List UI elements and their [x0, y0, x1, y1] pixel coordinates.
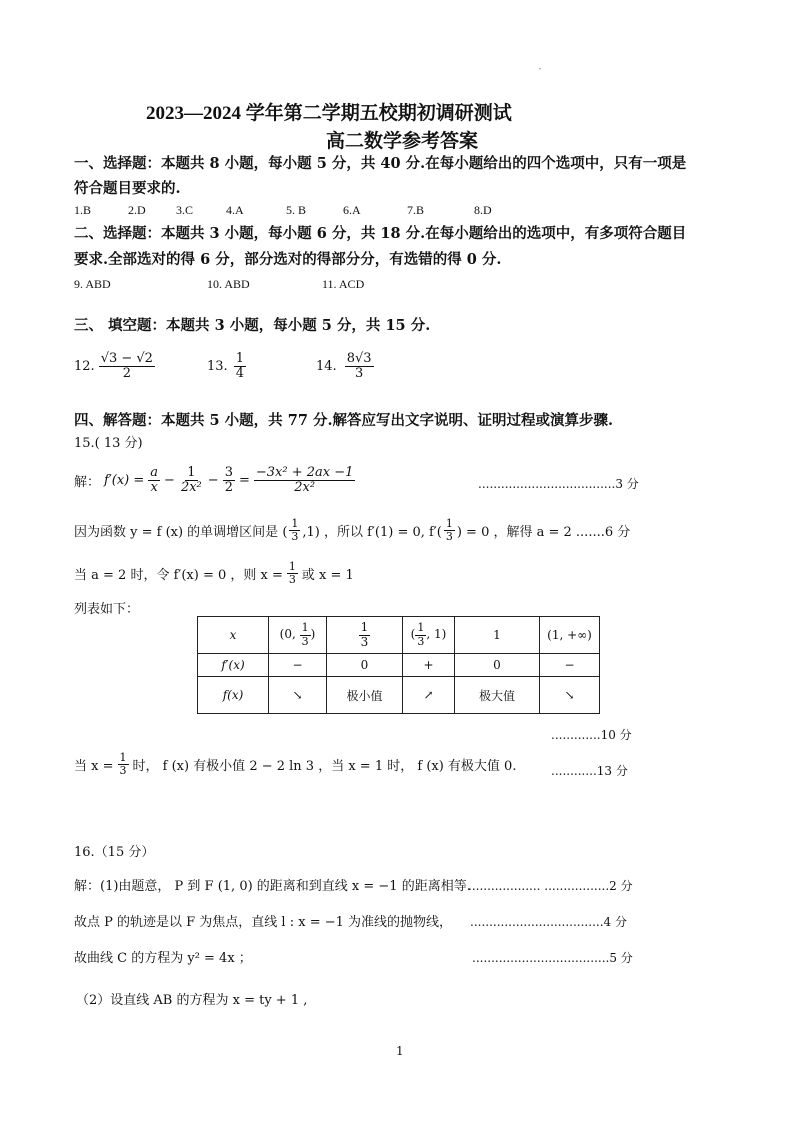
table-cell: −: [540, 654, 600, 677]
q15-interval-text3: ) = 0 ，解得 a = 2 .......6 分: [456, 525, 631, 541]
answer-7: 7.B: [407, 203, 425, 217]
answer-3: 3.C: [176, 203, 194, 217]
section3-heading: 三、 填空题：本题共 3 小题，每小题 5 分，共 15 分.: [74, 317, 431, 334]
q16-score-5: ....................................5 分: [472, 951, 633, 965]
section2-heading-cont: 要求.全部选对的得 6 分，部分选对的得部分分，有选错的得 0 分.: [74, 251, 502, 268]
header-mark: ·: [538, 62, 542, 76]
page-number: 1: [396, 1044, 404, 1058]
section1-heading-cont: 符合题目要求的.: [74, 180, 181, 197]
table-row: [198, 654, 600, 677]
q15-roots-line: 当 a = 2 时，令 f′(x) = 0 ，则 x = $\frac{1}{3}$ 或 x = 1: [74, 560, 354, 587]
answer-14-numerator: 8√3: [346, 351, 372, 366]
table-cell: x: [198, 617, 269, 654]
table-cell: ↘: [269, 677, 327, 714]
answer-13: [207, 352, 246, 382]
answer-14: [316, 352, 374, 382]
table-cell: f(x): [198, 677, 269, 714]
table-cell: (0, $\frac{1}{3}$ ): [269, 617, 327, 654]
table-cell: f′(x): [198, 654, 269, 677]
answer-10: 10. ABD: [207, 277, 250, 291]
q15-heading: 15.( 13 分): [74, 436, 143, 451]
q16-heading: 16.（15 分）: [74, 845, 155, 860]
q16-line3: 故曲线 C 的方程为 y² = 4x ；: [74, 951, 252, 966]
variation-table: [197, 616, 600, 714]
answer-6: 6.A: [343, 203, 361, 217]
q15-roots-text1: 当 a = 2 时，令 f′(x) = 0 ，则 x =: [74, 568, 283, 584]
table-cell: ↘: [540, 677, 600, 714]
q15-score-10: .............10 分: [551, 728, 632, 742]
q15-interval-text1: 因为函数 y = f (x) 的单调增区间是 (: [74, 525, 288, 541]
q15-result-den: 2x²: [294, 480, 316, 496]
answer-12-label: 12.: [74, 359, 95, 375]
q15-derivative-line: 解： f′(x) = $\frac{a}{x}$ − $\frac{1}{\text{2x²}}$ − $\frac{3}{2}$ = $\frac{\text{−3x² + 2ax −1}}{\text{2x²}}$: [74, 465, 354, 496]
answer-13-label: 13.: [207, 359, 228, 375]
section1-heading: 一、选择题：本题共 8 小题，每小题 5 分，共 40 分.在每小题给出的四个选项中，只有一项是: [74, 155, 687, 172]
table-cell: (1, +∞): [540, 617, 600, 654]
answer-12-denominator: 2: [122, 366, 131, 382]
table-cell: 极小值: [327, 677, 403, 714]
answer-1: 1.B: [74, 203, 92, 217]
q15-score-3: ....................................3 分: [478, 477, 639, 491]
page-subtitle: 高二数学参考答案: [326, 130, 479, 152]
q15-term3-num: 3: [224, 465, 233, 480]
answer-5: 5. B: [286, 203, 307, 217]
answer-11: 11. ACD: [322, 277, 365, 291]
answer-12: [74, 352, 155, 382]
answer-14-denominator: 3: [354, 366, 364, 382]
page-title: 2023—2024 学年第二学期五校期初调研测试: [146, 103, 512, 124]
answer-12-numerator: √3 − √2: [100, 351, 153, 366]
q16-score-2: ................... .................2 分: [468, 879, 633, 893]
q15-conclusion-line: 当 x = $\frac{1}{3}$ 时， f (x) 有极小值 2 − 2 ln 3 ，当 x = 1 时， f (x) 有极大值 0.: [74, 751, 517, 778]
q15-term1-num: a: [150, 465, 159, 480]
q15-term2-num: 1: [187, 465, 196, 480]
answer-9: 9. ABD: [74, 277, 111, 291]
answer-14-label: 14.: [316, 359, 337, 375]
q15-term1-den: x: [150, 480, 158, 496]
q15-interval-text2: ,1) ，所以 f′(1) = 0, f′(: [302, 525, 442, 541]
q15-score-13: ............13 分: [551, 764, 628, 778]
q16-score-4: ...................................4 分: [470, 915, 627, 929]
section4-heading: 四、解答题：本题共 5 小题，共 77 分.解答应写出文字说明、证明过程或演算步骤.: [74, 412, 614, 429]
table-cell: 极大值: [455, 677, 540, 714]
table-row: [198, 617, 600, 654]
answer-13-denominator: 4: [235, 366, 244, 382]
table-cell: 0: [455, 654, 540, 677]
q15-conclusion-text2: 时， f (x) 有极小值 2 − 2 ln 3 ，当 x = 1 时， f (x) 有极大值 0.: [132, 759, 517, 775]
table-cell: 0: [327, 654, 403, 677]
q15-result-num: −3x² + 2ax −1: [255, 465, 354, 480]
table-row: [198, 677, 600, 714]
q15-interval-line: 因为函数 y = f (x) 的单调增区间是 ( $\frac{1}{3}$ ,1) ，所以 f′(1) = 0, f′( $\frac{1}{3}$ ) = 0 ，解得 a = 2 .......6 分: [74, 517, 631, 544]
table-cell: $\frac{1}{3}$: [327, 617, 403, 654]
section2-heading: 二、选择题：本题共 3 小题，每小题 6 分，共 18 分.在每小题给出的选项中，有多项符合题目: [74, 225, 687, 242]
q15-solution-prefix: 解：: [74, 475, 101, 491]
table-cell: ↗: [403, 677, 455, 714]
answer-4: 4.A: [226, 203, 244, 217]
answer-13-numerator: 1: [235, 351, 244, 366]
answer-8: 8.D: [474, 203, 492, 217]
table-cell: ( $\frac{1}{3}$ , 1): [403, 617, 455, 654]
table-cell: −: [269, 654, 327, 677]
q16-line2: 故点 P 的轨迹是以 F 为焦点，直线 l : x = −1 为准线的抛物线，: [74, 915, 453, 930]
q15-table-intro: 列表如下：: [74, 602, 140, 617]
q15-term3-den: 2: [224, 480, 233, 496]
answer-2: 2.D: [128, 203, 146, 217]
q16-line4: （2）设直线 AB 的方程为 x = ty + 1 ,: [76, 993, 308, 1008]
q15-roots-text2: 或 x = 1: [301, 568, 354, 584]
q16-line1: 解：(1)由题意， P 到 F (1, 0) 的距离和到直线 x = −1 的距离相等.: [74, 879, 471, 894]
table-cell: +: [403, 654, 455, 677]
q15-term2-den: 2x²: [180, 480, 202, 496]
q15-conclusion-text1: 当 x =: [74, 759, 114, 775]
table-cell: 1: [455, 617, 540, 654]
q15-derivative-symbol: f′(x) =: [104, 473, 145, 489]
